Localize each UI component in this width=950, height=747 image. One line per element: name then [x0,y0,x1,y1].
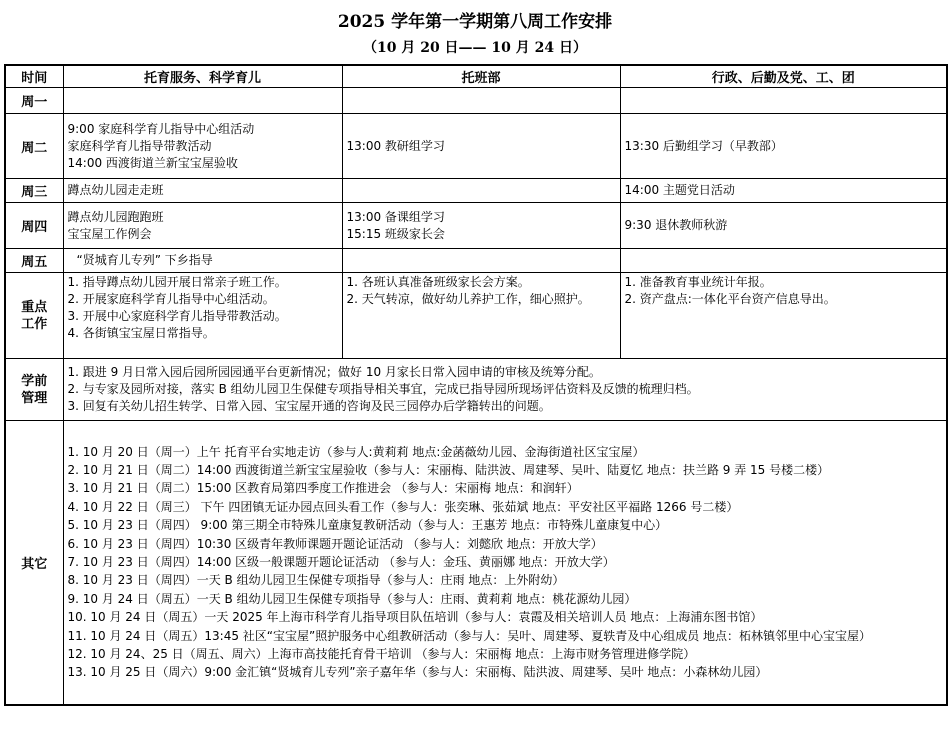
header-admin: 行政、后勤及党、工、团 [620,65,947,88]
list-item: 13. 10 月 25 日（周六）9:00 金汇镇“贤城育儿专列”亲子嘉年华（参与人：宋丽梅、陆洪波、周建琴、吴叶 地点：小森林幼儿园） [67,665,768,680]
list-item: 12. 10 月 24、25 日（周五、周六）上海市高技能托育骨干培训 （参与人：宋丽梅 地点：上海市财务管理进修学院） [67,647,696,662]
focus-row [5,273,947,359]
entry: 15:15 班级家长会 [346,226,445,241]
list-item: 2. 与专家及园所对接，落实 B 组幼儿园卫生保健专项指导相关事宜，完成已指导园所现场评估资料及反馈的梳理归档。 [67,382,699,396]
other-row [5,421,947,705]
preschool-label: 学前 管理 [5,359,63,421]
day-row-friday [5,249,947,273]
day-label: 周三 [5,179,63,203]
entry: 宝宝屋工作例会 [67,226,152,241]
focus-nursery [342,273,620,359]
cell-childcare [63,88,342,114]
cell-admin [620,249,947,273]
list-item: 2. 天气转凉，做好幼儿养护工作，细心照护。 [346,292,590,306]
entry: 家庭科学育儿指导带教活动 [67,138,212,153]
list-item: 3. 回复有关幼儿招生转学、日常入园、宝宝屋开通的咨询及民三园停办后学籍转出的问题。 [67,399,551,413]
entry: 蹲点幼儿园跑跑班 [67,209,164,224]
cell-nursery [342,88,620,114]
day-label: 周五 [5,249,63,273]
list-item: 7. 10 月 23 日（周四）14:00 区级一般课题开题论证活动 （参与人：金珏、黄丽娜 地点：开放大学） [67,555,615,570]
list-item: 1. 指导蹲点幼儿园开展日常亲子班工作。 [67,275,287,289]
header-childcare: 托育服务、科学育儿 [63,65,342,88]
day-label: 周一 [5,88,63,114]
page-subtitle: （10 月 20 日—— 10 月 24 日） [362,40,588,56]
list-item: 2. 开展家庭科学育儿指导中心组活动。 [67,292,275,306]
focus-label: 重点 工作 [5,273,63,359]
cell-nursery [342,249,620,273]
day-row-monday [5,88,947,114]
entry: 13:00 备课组学习 [346,209,445,224]
cell-admin [620,203,947,249]
list-item: 8. 10 月 23 日（周四）一天 B 组幼儿园卫生保健专项指导（参与人：庄雨 地点：上外附幼） [67,573,565,588]
day-row-thursday [5,203,947,249]
day-row-wednesday [5,179,947,203]
cell-nursery [342,203,620,249]
entry: 9:00 家庭科学育儿指导中心组活动 [67,121,255,136]
preschool-row [5,359,947,421]
list-item: 4. 各街镇宝宝屋日常指导。 [67,326,215,340]
entry: “贤城育儿专列” 下乡指导 [76,253,213,267]
focus-admin [620,273,947,359]
cell-childcare [63,114,342,179]
list-item: 5. 10 月 23 日（周四） 9:00 第三期全市特殊儿童康复教研活动（参与人：王惠芳 地点：市特殊儿童康复中心） [67,518,668,533]
header-row [5,65,947,88]
preschool-content [63,359,947,421]
entry: 14:00 西渡街道兰新宝宝屋验收 [67,155,238,170]
list-item: 1. 各班认真准备班级家长会方案。 [346,275,530,289]
schedule-table [4,64,948,706]
list-item: 4. 10 月 22 日（周三） 下午 四团镇无证办园点回头看工作（参与人：张奕琳、张茹斌 地点：平安社区平福路 1266 号二楼） [67,499,739,514]
list-item: 2. 10 月 21 日（周二）14:00 西渡街道兰新宝宝屋验收（参与人：宋丽梅、陆洪波、周建琴、吴叶、陆夏忆 地点：扶兰路 9 弄 15 号楼二楼） [67,463,830,478]
list-item: 1. 跟进 9 月日常入园后园所园园通平台更新情况；做好 10 月家长日常入园申请的审核及统筹分配。 [67,365,601,379]
entry: 9:30 退休教师秋游 [624,218,728,232]
list-item: 10. 10 月 24 日（周五）一天 2025 年上海市科学育儿指导项目队伍培训（参与人：袁霞及相关培训人员 地点：上海浦东图书馆） [67,610,763,625]
cell-admin [620,179,947,203]
cell-childcare [63,179,342,203]
entry: 14:00 主题党日活动 [624,183,735,197]
cell-admin [620,88,947,114]
list-item: 2. 资产盘点:一体化平台资产信息导出。 [624,292,836,306]
header-time: 时间 [5,65,63,88]
cell-childcare [63,203,342,249]
cell-nursery [342,114,620,179]
cell-nursery [342,179,620,203]
entry: 13:30 后勤组学习（早教部） [624,138,783,153]
list-item: 1. 10 月 20 日（周一）上午 托育平台实地走访（参与人:黄莉莉 地点:金菡薇幼儿园、金海街道社区宝宝屋） [67,444,645,459]
list-item: 6. 10 月 23 日（周四）10:30 区级青年教师课题开题论证活动 （参与人：刘懿欣 地点：开放大学） [67,536,603,551]
list-item: 1. 准备教育事业统计年报。 [624,275,772,289]
cell-childcare [63,249,342,273]
list-item: 3. 10 月 21 日（周二）15:00 区教育局第四季度工作推进会 （参与人：宋丽梅 地点：和润轩） [67,481,579,496]
page-title: 2025 学年第一学期第八周工作安排 [337,12,613,32]
list-item: 9. 10 月 24 日（周五）一天 B 组幼儿园卫生保健专项指导（参与人：庄雨、黄莉莉 地点：桃花源幼儿园） [67,591,637,606]
focus-childcare [63,273,342,359]
day-label: 周二 [5,114,63,179]
entry: 蹲点幼儿园走走班 [67,183,164,197]
cell-admin [620,114,947,179]
day-label: 周四 [5,203,63,249]
list-item: 11. 10 月 24 日（周五）13:45 社区“宝宝屋”照护服务中心组教研活动（参与人：吴叶、周建琴、夏轶青及中心组成员 地点：柘林镇邻里中心宝宝屋） [67,628,872,643]
other-content [63,421,947,705]
other-label: 其它 [5,421,63,705]
header-nursery: 托班部 [342,65,620,88]
day-row-tuesday [5,114,947,179]
list-item: 3. 开展中心家庭科学育儿指导带教活动。 [67,309,287,323]
entry: 13:00 教研组学习 [346,138,445,153]
